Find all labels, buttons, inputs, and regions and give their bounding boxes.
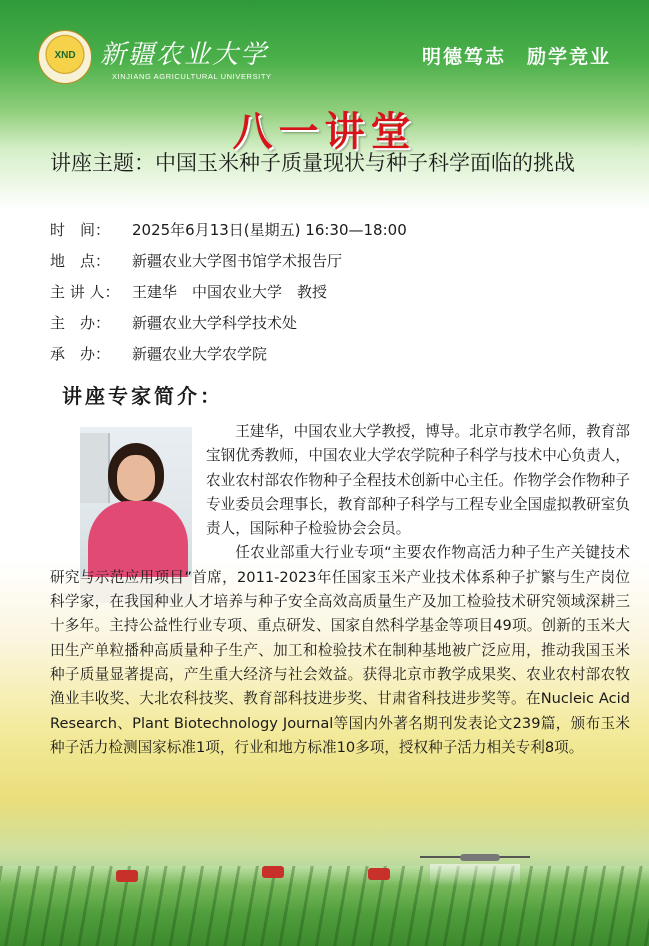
logo-text: XND xyxy=(54,50,76,61)
tractor-icon xyxy=(262,866,284,878)
info-value: 王建华 中国农业大学 教授 xyxy=(132,283,328,301)
university-name-en: XINJIANG AGRICULTURAL UNIVERSITY xyxy=(112,72,272,81)
info-label: 时 间： xyxy=(50,221,111,239)
crop-duster-plane-icon xyxy=(420,852,530,866)
university-logo xyxy=(38,30,92,84)
tractor-icon xyxy=(116,870,138,882)
speaker-bio xyxy=(50,420,630,760)
info-row-organizer xyxy=(50,342,610,373)
info-value: 新疆农业大学图书馆学术报告厅 xyxy=(132,252,343,270)
info-label: 主 办： xyxy=(50,314,111,332)
university-name-cn: 新疆农业大学 xyxy=(100,40,269,70)
info-row-host xyxy=(50,311,610,342)
bio-paragraph-2: 任农业部重大行业专项“主要农作物高活力种子生产关键技术研究与示范应用项目”首席，2011-2023年任国家玉米产业技术体系种子扩繁与生产岗位科学家，在我国种业人才培养与种子安全高效高质量生产及加工检验技术研究领域深耕三十多年。主持公益性行业专项、重点研发、国家自然科学基金等项目49项。创新的玉米大田生产单粒播种高质量种子生产、加工和检验技术在制种基地被广泛应用，推动我国玉米种子质量显著提高，产生重大经济与社会效益。获得北京市教学成果奖、农业农村部农牧渔业丰收奖、大北农科技奖、教育部科技进步奖、甘肃省科技进步奖等。在Nucleic Acid Research、Plant Biotechnology Journal等国内外著名期刊发表论文239篇，颁布玉米种子活力检测国家标准1项，行业和地方标准10多项，授权种子活力相关专利8项。 xyxy=(50,544,630,756)
header-banner xyxy=(0,0,649,92)
info-row-time xyxy=(50,218,610,249)
farmland-image xyxy=(0,866,649,946)
info-label: 地 点： xyxy=(50,252,111,270)
info-row-speaker xyxy=(50,280,610,311)
tractor-icon xyxy=(368,868,390,880)
bio-paragraph-1: 王建华，中国农业大学教授，博导。北京市教学名师，教育部宝钢优秀教师，中国农业大学农学院种子科学与技术中心负责人，农业农村部农作物种子全程技术创新中心主任。作物学会作物种子专业委员会理事长，教育部种子科学与工程专业全国虚拟教研室负责人，国际种子检验协会会员。 xyxy=(206,423,630,538)
lecture-series-title: 八一讲堂 xyxy=(232,109,417,155)
university-motto: 明德笃志 励学竞业 xyxy=(421,46,611,68)
info-row-location xyxy=(50,249,610,280)
info-value: 新疆农业大学农学院 xyxy=(132,345,268,363)
expert-intro-heading: 讲座专家简介： xyxy=(62,384,223,408)
lecture-topic: 讲座主题：中国玉米种子质量现状与种子科学面临的挑战 xyxy=(50,151,575,175)
info-value: 2025年6月13日(星期五) 16:30—18:00 xyxy=(132,221,407,239)
info-value: 新疆农业大学科学技术处 xyxy=(132,314,298,332)
spray-mist xyxy=(430,864,520,886)
info-label: 承 办： xyxy=(50,345,111,363)
info-label: 主 讲 人： xyxy=(50,283,120,301)
lecture-info xyxy=(50,218,610,373)
